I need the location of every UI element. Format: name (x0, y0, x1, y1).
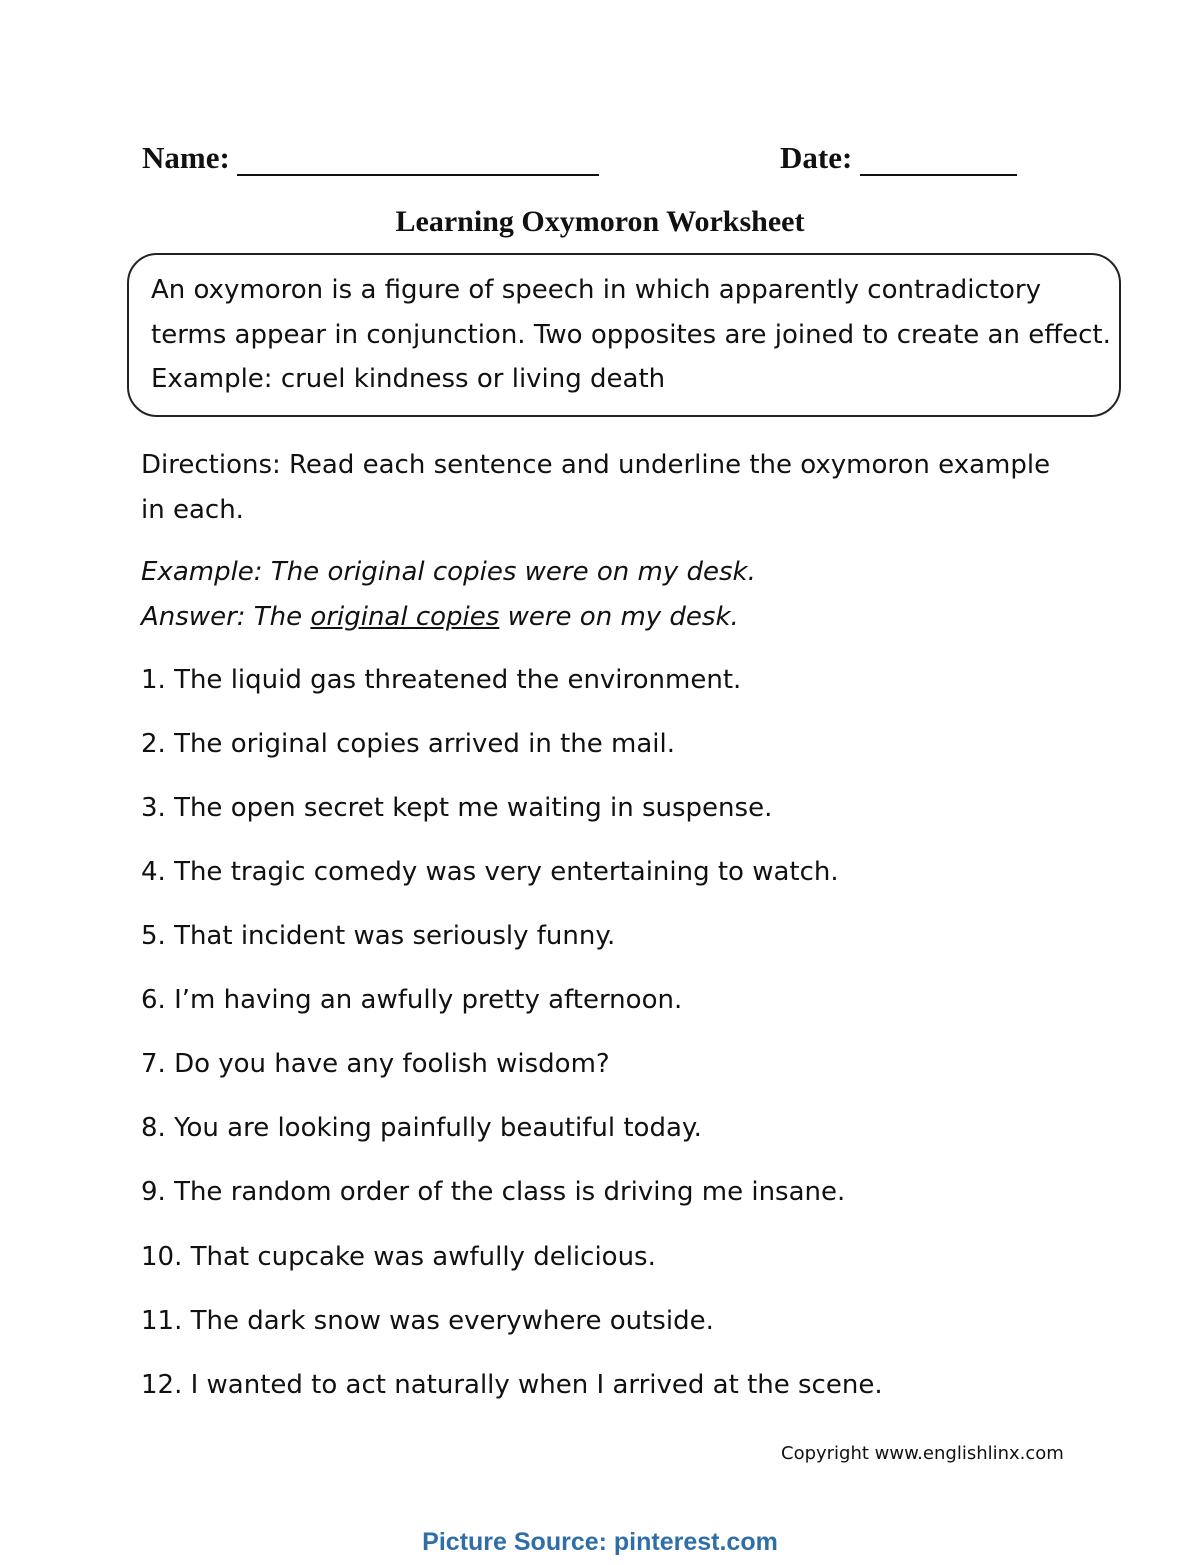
example-block (141, 550, 756, 639)
definition-box (127, 253, 1121, 417)
worksheet-title: Learning Oxymoron Worksheet (395, 205, 805, 238)
sentence-item: 6. I’m having an awfully pretty afternoon. (141, 985, 683, 1015)
sentence-item: 11. The dark snow was everywhere outside. (141, 1306, 714, 1336)
definition-line-2: terms appear in conjunction. Two opposites are joined to create an effect. (151, 319, 1111, 350)
answer-suffix: were on my desk. (499, 601, 739, 632)
sentence-item: 4. The tragic comedy was very entertaining to watch. (141, 857, 839, 887)
name-blank-line (237, 174, 599, 176)
answer-prefix: Answer: The (141, 601, 311, 632)
sentence-item: 10. That cupcake was awfully delicious. (141, 1242, 656, 1272)
copyright-notice: Copyright www.englishlinx.com (781, 1443, 1064, 1464)
sentence-item: 7. Do you have any foolish wisdom? (141, 1049, 610, 1079)
name-label: Name: (142, 140, 230, 175)
answer-underlined: original copies (310, 601, 500, 632)
sentence-item: 1. The liquid gas threatened the environment. (141, 665, 742, 695)
definition-text (151, 268, 1111, 402)
example-line: Example: The original copies were on my desk. (141, 557, 756, 587)
sentence-item: 12. I wanted to act naturally when I arrived at the scene. (141, 1370, 883, 1400)
answer-line (141, 595, 756, 640)
date-blank-line (860, 174, 1017, 176)
date-label: Date: (780, 140, 853, 175)
directions-text: Directions: Read each sentence and underline the oxymoron example in each. (141, 450, 1051, 525)
sentence-item: 8. You are looking painfully beautiful today. (141, 1113, 702, 1143)
definition-line-3: Example: cruel kindness or living death (151, 364, 666, 394)
sentence-item: 9. The random order of the class is driving me insane. (141, 1177, 846, 1207)
definition-line-1: An oxymoron is a figure of speech in which apparently contradictory (151, 275, 1041, 305)
sentence-item: 3. The open secret kept me waiting in suspense. (141, 793, 773, 823)
name-date-header (142, 140, 1022, 184)
picture-source-caption: Picture Source: pinterest.com (422, 1528, 778, 1556)
sentence-item: 5. That incident was seriously funny. (141, 921, 616, 951)
sentence-item: 2. The original copies arrived in the mail. (141, 729, 675, 759)
